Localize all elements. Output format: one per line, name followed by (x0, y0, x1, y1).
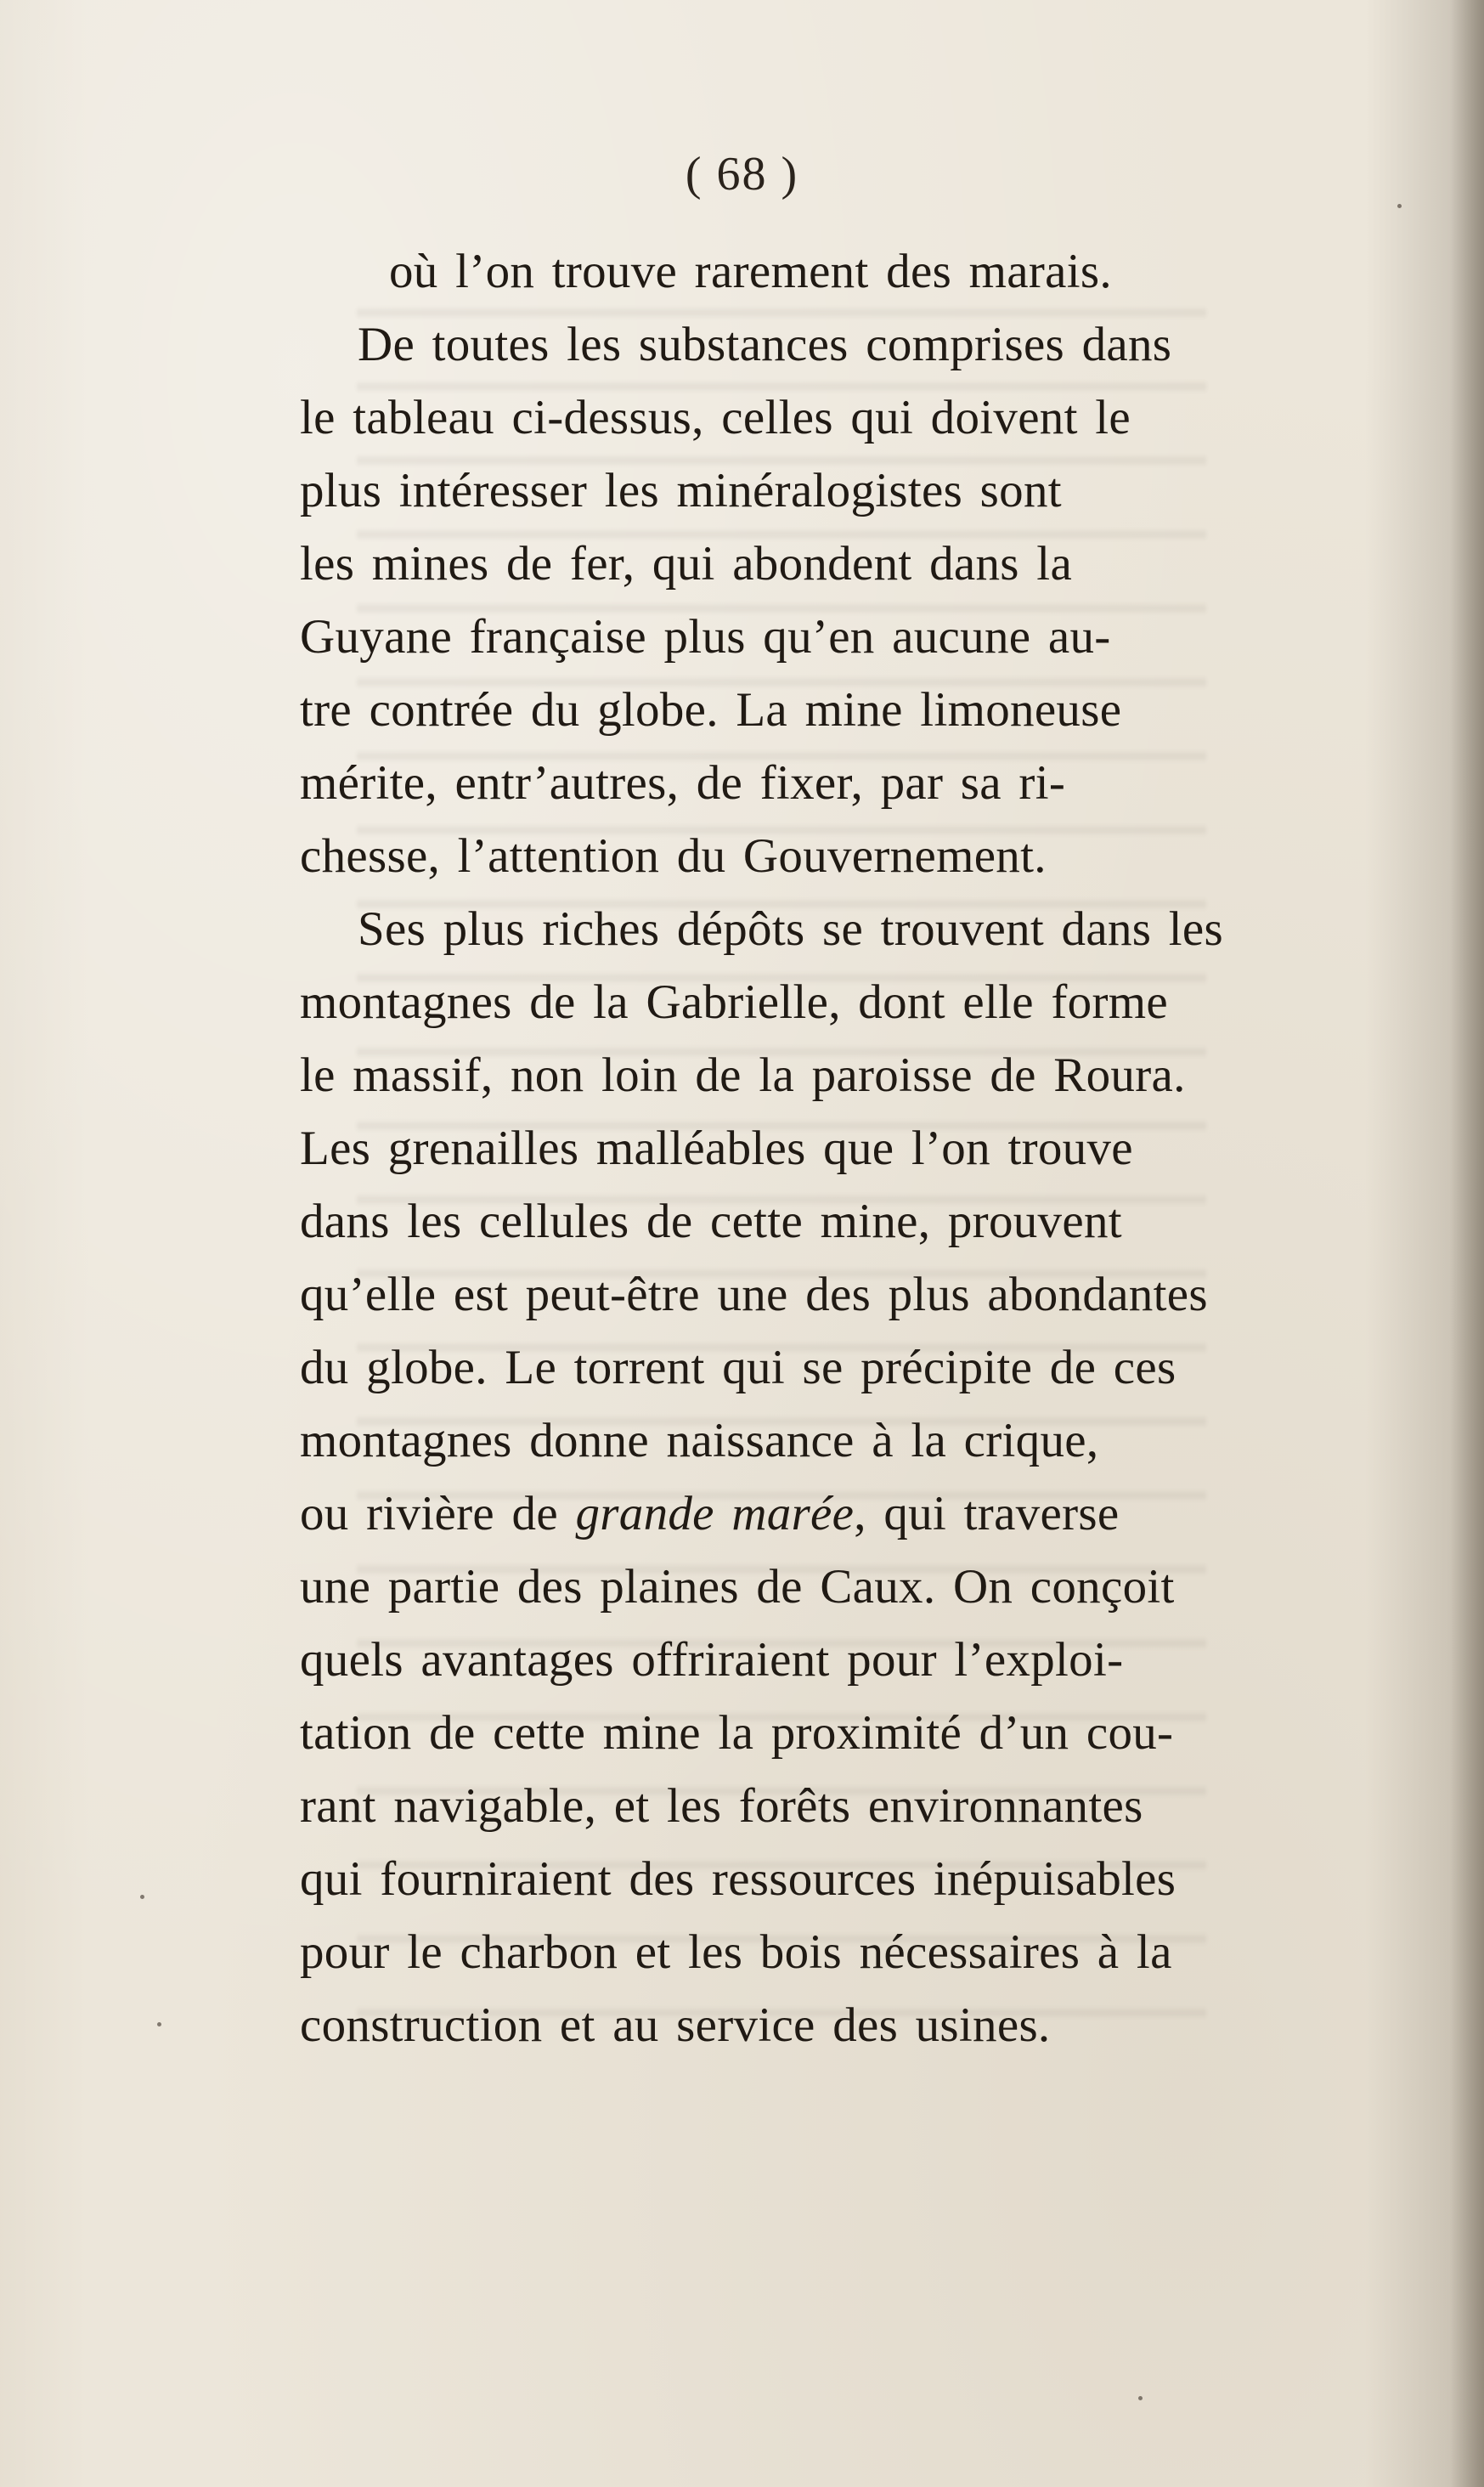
text-line: tre contrée du globe. La mine limoneuse (300, 683, 1122, 737)
text-line: qu’elle est peut-être une des plus abondantes (300, 1268, 1208, 1321)
text-line: du globe. Le torrent qui se précipite de ces (300, 1341, 1176, 1394)
text-line: montagnes donne naissance à la crique, (300, 1414, 1099, 1467)
text-line: mérite, entr’autres, de fixer, par sa ri- (300, 756, 1066, 810)
text-line: Guyane française plus qu’en aucune au- (300, 610, 1111, 664)
text-line: plus intéresser les minéralogistes sont (300, 464, 1062, 517)
text-line: construction et au service des usines. (300, 1998, 1051, 2052)
ink-speck (1397, 204, 1402, 208)
text-fragment: , qui traverse (854, 1487, 1120, 1540)
page-number: ( 68 ) (685, 148, 799, 201)
text-line: qui fourniraient des ressources inépuisables (300, 1852, 1176, 1906)
text-line: montagnes de la Gabrielle, dont elle forme (300, 975, 1168, 1029)
text-line: le tableau ci-dessus, celles qui doivent le (300, 391, 1131, 444)
paragraph-start-line: De toutes les substances comprises dans (358, 318, 1172, 371)
text-line: pour le charbon et les bois nécessaires à la (300, 1925, 1172, 1979)
italic-term: grande marée (575, 1487, 855, 1540)
ink-speck (1138, 2396, 1143, 2400)
text-line: le massif, non loin de la paroisse de Roura. (300, 1048, 1186, 1102)
text-line: Les grenailles malléables que l’on trouve (300, 1122, 1133, 1175)
text-line-with-italic (300, 1480, 1119, 1548)
text-line: tation de cette mine la proximité d’un cou- (300, 1706, 1174, 1760)
text-fragment: ou rivière de (300, 1487, 576, 1540)
text-line: une partie des plaines de Caux. On conçoit (300, 1560, 1175, 1614)
paragraph-start-line: Ses plus riches dépôts se trouvent dans les (358, 902, 1224, 956)
ink-speck (157, 2022, 161, 2026)
text-line: rant navigable, et les forêts environnantes (300, 1779, 1143, 1833)
text-line: où l’on trouve rarement des marais. (389, 245, 1112, 298)
text-line: chesse, l’attention du Gouvernement. (300, 829, 1047, 883)
binding-shadow (1450, 0, 1484, 2487)
text-line: quels avantages offriraient pour l’exploi- (300, 1633, 1124, 1687)
text-line: les mines de fer, qui abondent dans la (300, 537, 1073, 591)
ink-speck (140, 1895, 144, 1899)
text-line: dans les cellules de cette mine, prouvent (300, 1195, 1122, 1248)
